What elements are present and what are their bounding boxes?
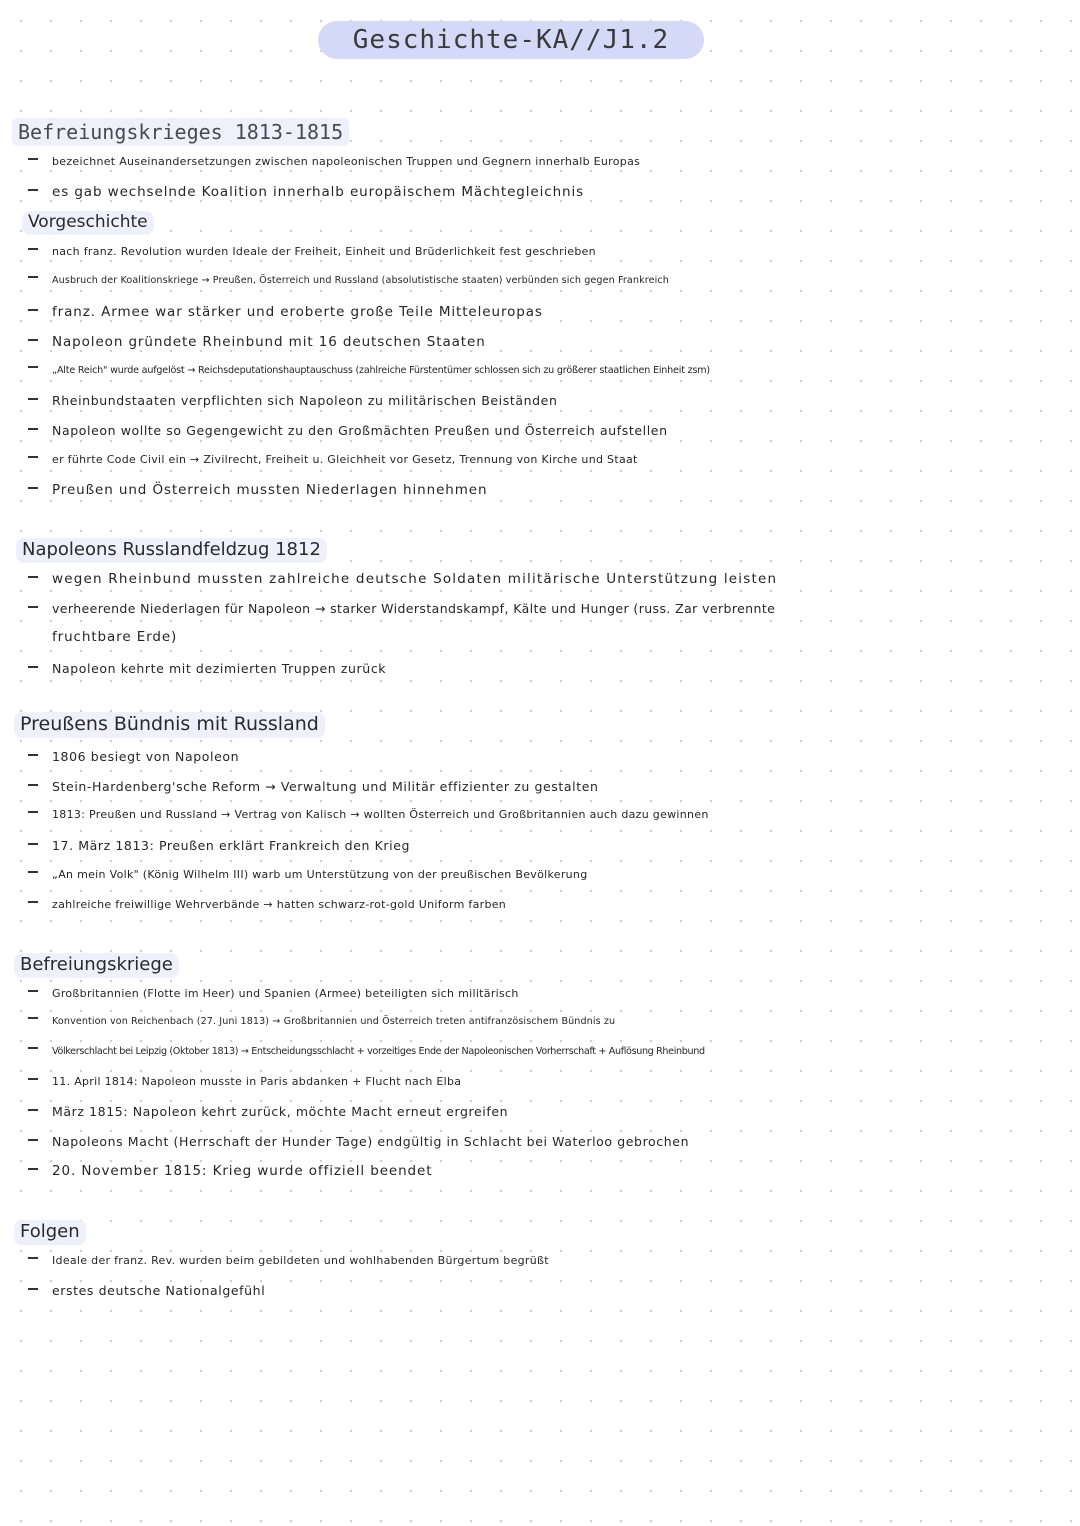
list-item: Konvention von Reichenbach (27. Juni 1813) → Großbritannien und Österreich treten antifranzösischem Bündnis zu xyxy=(28,1016,615,1027)
list-item: Preußen und Österreich mussten Niederlagen hinnehmen xyxy=(28,482,487,498)
list-item: 20. November 1815: Krieg wurde offiziell beendet xyxy=(28,1163,432,1179)
list-item: Völkerschlacht bei Leipzig (Oktober 1813) → Entscheidungsschlacht + vorzeitiges Ende der Napoleonischen Vorherrschaft + Auflösung Rheinbund xyxy=(28,1046,705,1057)
list-item: bezeichnet Auseinandersetzungen zwischen napoleonischen Truppen und Gegnern innerhalb Europas xyxy=(28,155,640,168)
list-item: 17. März 1813: Preußen erklärt Frankreich den Krieg xyxy=(28,838,410,853)
page-title: Geschichte-KA//J1.2 xyxy=(318,21,704,59)
list-item: er führte Code Civil ein → Zivilrecht, Freiheit u. Gleichheit vor Gesetz, Trennung von Kirche und Staat xyxy=(28,453,638,466)
list-item: Großbritannien (Flotte im Heer) und Spanien (Armee) beteiligten sich militärisch xyxy=(28,987,519,1000)
list-item: es gab wechselnde Koalition innerhalb europäischem Mächtegleichnis xyxy=(28,184,584,200)
list-item: 11. April 1814: Napoleon musste in Paris abdanken + Flucht nach Elba xyxy=(28,1075,461,1088)
list-item-continuation: fruchtbare Erde) xyxy=(52,629,178,645)
list-item: verheerende Niederlagen für Napoleon → starker Widerstandskampf, Kälte und Hunger (russ. Zar verbrennte xyxy=(28,601,775,616)
list-item: „An mein Volk" (König Wilhelm III) warb um Unterstützung von der preußischen Bevölkerung xyxy=(28,868,587,881)
section-heading-vorgeschichte: Vorgeschichte xyxy=(22,211,154,235)
list-item: nach franz. Revolution wurden Ideale der Freiheit, Einheit und Brüderlichkeit fest geschrieben xyxy=(28,245,596,258)
section-heading-buendnis: Preußens Bündnis mit Russland xyxy=(14,712,325,738)
list-item: erstes deutsche Nationalgefühl xyxy=(28,1283,265,1298)
list-item: Ausbruch der Koalitionskriege → Preußen, Österreich und Russland (absolutistische staaten) verbünden sich gegen Frankreich xyxy=(28,275,669,286)
list-item: Napoleons Macht (Herrschaft der Hunder Tage) endgültig in Schlacht bei Waterloo gebrochen xyxy=(28,1134,689,1149)
section-heading-russlandfeldzug: Napoleons Russlandfeldzug 1812 xyxy=(16,538,327,563)
list-item: franz. Armee war stärker und eroberte große Teile Mitteleuropas xyxy=(28,304,543,320)
section-heading-folgen: Folgen xyxy=(14,1220,86,1245)
list-item: März 1815: Napoleon kehrt zurück, möchte Macht erneut ergreifen xyxy=(28,1104,508,1119)
list-item: wegen Rheinbund mussten zahlreiche deutsche Soldaten militärische Unterstützung leisten xyxy=(28,571,777,587)
list-item: „Alte Reich" wurde aufgelöst → Reichsdeputationshauptauschuss (zahlreiche Fürstentümer schlossen sich zu größerer staatlichen Einheit zsm) xyxy=(28,365,710,376)
section-heading-befreiungskriege: Befreiungskriege xyxy=(14,953,179,978)
list-item: Napoleon gründete Rheinbund mit 16 deutschen Staaten xyxy=(28,334,486,350)
list-item: 1813: Preußen und Russland → Vertrag von Kalisch → wollten Österreich und Großbritannien auch dazu gewinnen xyxy=(28,808,709,821)
list-item: Stein-Hardenberg'sche Reform → Verwaltung und Militär effizienter zu gestalten xyxy=(28,779,599,794)
list-item: zahlreiche freiwillige Wehrverbände → hatten schwarz-rot-gold Uniform farben xyxy=(28,898,506,911)
list-item: Rheinbundstaaten verpflichten sich Napoleon zu militärischen Beiständen xyxy=(28,393,557,408)
list-item: 1806 besiegt von Napoleon xyxy=(28,749,239,764)
section-heading-befreiungskrieges: Befreiungskrieges 1813-1815 xyxy=(12,118,349,146)
list-item: Ideale der franz. Rev. wurden beim gebildeten und wohlhabenden Bürgertum begrüßt xyxy=(28,1254,549,1267)
list-item: Napoleon kehrte mit dezimierten Truppen zurück xyxy=(28,661,386,676)
list-item: Napoleon wollte so Gegengewicht zu den Großmächten Preußen und Österreich aufstellen xyxy=(28,423,668,438)
